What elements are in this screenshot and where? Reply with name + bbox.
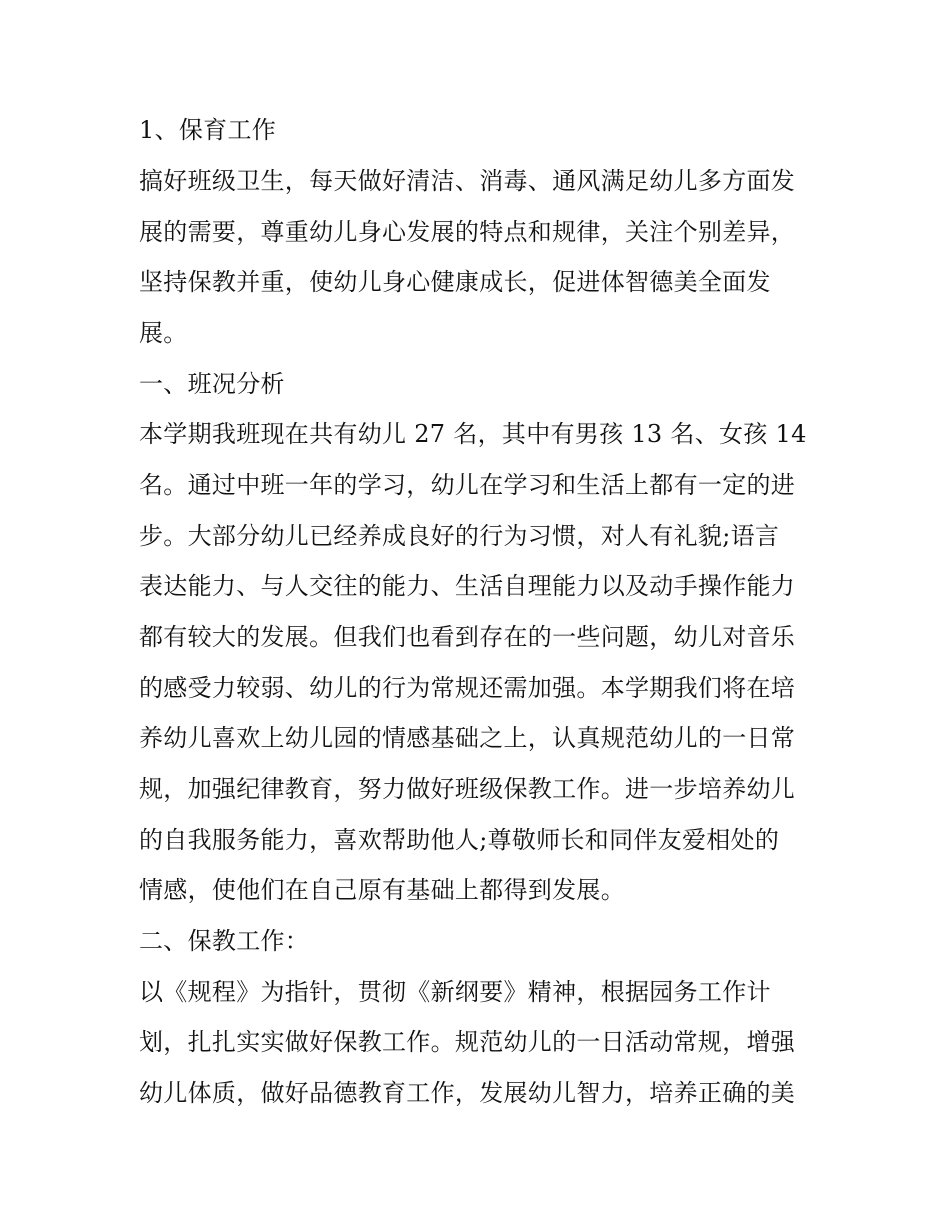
paragraph-line: 展的需要，尊重幼儿身心发展的特点和规律，关注个别差异， xyxy=(139,218,796,246)
paragraph-line: 的感受力较弱、幼儿的行为常规还需加强。本学期我们将在培 xyxy=(139,674,796,702)
paragraph-line: 坚持保教并重，使幼儿身心健康成长，促进体智德美全面发 xyxy=(139,268,771,296)
paragraph-line: 表达能力、与人交往的能力、生活自理能力以及动手操作能力 xyxy=(139,572,796,600)
paragraph-line: 养幼儿喜欢上幼儿园的情感基础之上，认真规范幼儿的一日常 xyxy=(139,724,796,752)
paragraph-line: 的自我服务能力，喜欢帮助他人;尊敬师长和同伴友爱相处的 xyxy=(139,826,780,854)
paragraph-line: 本学期我班现在共有幼儿 27 名，其中有男孩 13 名、女孩 14 xyxy=(139,420,807,448)
paragraph-line: 幼儿体质，做好品德教育工作，发展幼儿智力，培养正确的美 xyxy=(139,1079,796,1107)
paragraph-line: 划，扎扎实实做好保教工作。规范幼儿的一日活动常规，增强 xyxy=(139,1028,796,1056)
paragraph-line: 都有较大的发展。但我们也看到存在的一些问题，幼儿对音乐 xyxy=(139,623,796,651)
paragraph-line: 步。大部分幼儿已经养成良好的行为习惯，对人有礼貌;语言 xyxy=(139,522,780,550)
heading-class-analysis: 一、班况分析 xyxy=(139,370,285,398)
heading-childcare-work: 1、保育工作 xyxy=(139,116,277,144)
paragraph-line: 以《规程》为指针，贯彻《新纲要》精神，根据园务工作计 xyxy=(139,978,771,1006)
paragraph-line: 搞好班级卫生，每天做好清洁、消毒、通风满足幼儿多方面发 xyxy=(139,167,796,195)
paragraph-line: 名。通过中班一年的学习，幼儿在学习和生活上都有一定的进 xyxy=(139,471,796,499)
heading-care-education-work: 二、保教工作： xyxy=(139,927,310,955)
paragraph-line: 规，加强纪律教育，努力做好班级保教工作。进一步培养幼儿 xyxy=(139,775,796,803)
paragraph-line: 情感，使他们在自己原有基础上都得到发展。 xyxy=(139,876,625,904)
paragraph-line: 展。 xyxy=(139,319,188,347)
